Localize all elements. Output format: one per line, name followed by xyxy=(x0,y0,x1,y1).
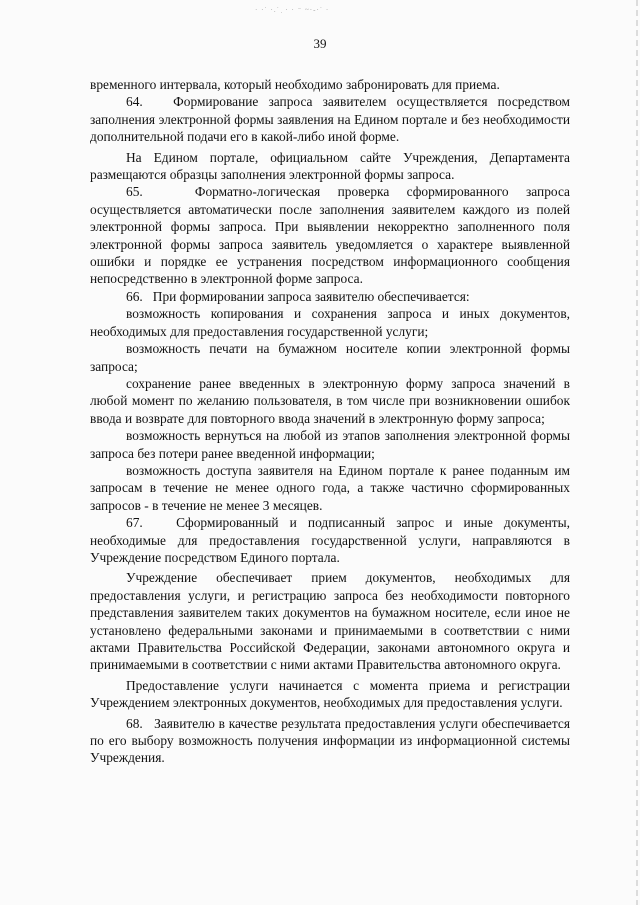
paragraph: Учреждение обеспечивает прием документов, необходимых для предоставления услуги, и регистрацию запроса без необходимости повторного представления заявителем таких документов на бумажном носителе, если иное не установлено федеральными законами и принимаемыми в соответствии с ними актами Правительства Российской Федерации, законами автономного округа и принимаемыми в соответствии с ними актами Правительства автономного округа. xyxy=(90,570,570,673)
list-item: возможность копирования и сохранения запроса и иных документов, необходимых для предоставления государственной услуги; xyxy=(90,306,570,339)
page-number: 39 xyxy=(313,36,327,51)
paragraph-67: 67. Сформированный и подписанный запрос и иные документы, необходимые для предоставления государственной услуги, направляются в Учреждение посредством Единого портала. xyxy=(90,515,570,565)
paragraph-64: 64. Формирование запроса заявителем осуществляется посредством заполнения электронной формы заявления на Едином портале и без необходимости дополнительной подачи его в какой-либо иной форме. xyxy=(90,94,570,145)
scan-artifact: · ·˙ ·.˙ ̣ · · ⁻ ~·-·˙ · xyxy=(255,6,330,14)
scan-edge xyxy=(636,0,638,905)
paragraph: На Едином портале, официальном сайте Учреждения, Департамента размещаются образцы заполнения электронной формы запроса. xyxy=(90,149,570,183)
paragraph-66: 66. При формировании запроса заявителю обеспечивается: xyxy=(126,288,470,304)
paragraph-68: 68. Заявителю в качестве результата предоставления услуги обеспечивается по его выбору возможность получения информации из информационной системы Учреждения. xyxy=(90,715,570,766)
document-body xyxy=(90,76,570,767)
list-item: возможность вернуться на любой из этапов заполнения электронной формы запроса без потери ранее введенной информации; xyxy=(90,428,570,461)
list-item: возможность доступа заявителя на Едином портале к ранее поданным им запросам в течение не менее одного года, а также частично сформированных запросов - в течение не менее 3 месяцев. xyxy=(90,462,570,513)
paragraph: Предоставление услуги начинается с момента приема и регистрации Учреждением электронных документов, необходимых для предоставления услуги. xyxy=(90,677,570,711)
paragraph-65: 65. Форматно-логическая проверка сформированного запроса осуществляется автоматически после заполнения заявителем каждого из полей электронной формы запроса. При выявлении некорректно заполненного поля электронной формы запроса заявитель уведомляется о характере выявленной ошибки и порядке ее устранения посредством информационного сообщения непосредственно в электронной форме запроса. xyxy=(90,184,570,287)
list-item: сохранение ранее введенных в электронную форму запроса значений в любой момент по желанию пользователя, в том числе при возникновении ошибок ввода и возврате для повторного ввода значений в электронную форму запроса; xyxy=(90,375,570,426)
list-item: возможность печати на бумажном носителе копии электронной формы запроса; xyxy=(90,341,570,374)
paragraph: временного интервала, который необходимо забронировать для приема. xyxy=(90,77,500,92)
